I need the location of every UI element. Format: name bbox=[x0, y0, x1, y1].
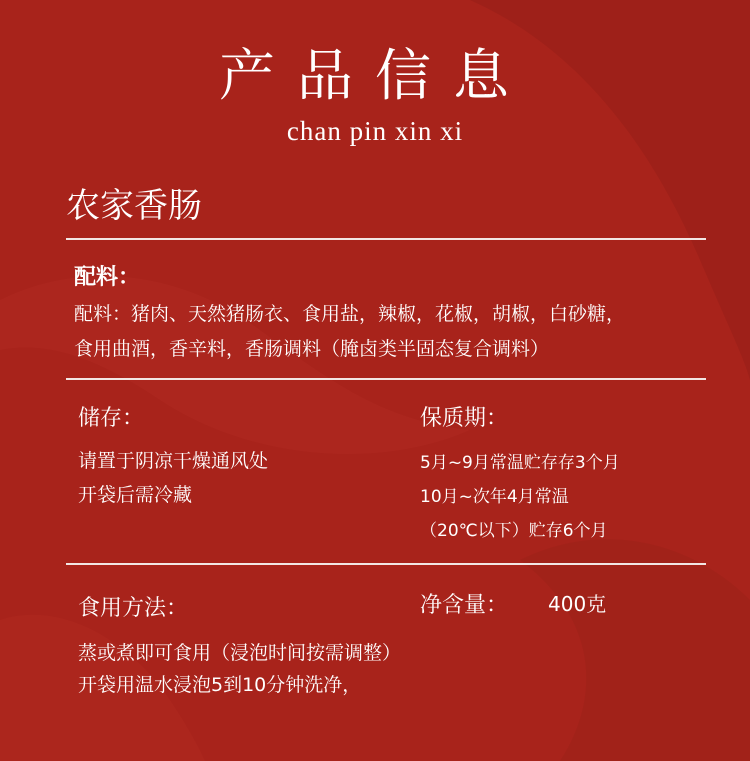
shelf-life-line-2: 10月~次年4月常温 bbox=[420, 487, 569, 507]
usage-line-2: 开袋用温水浸泡5到10分钟洗净， bbox=[78, 674, 362, 696]
ingredients-line-1: 配料：猪肉、天然猪肠衣、食用盐，辣椒，花椒，胡椒，白砂糖， bbox=[74, 303, 626, 325]
shelf-life-line-1: 5月~9月常温贮存存3个月 bbox=[420, 453, 620, 473]
page-title: 产品信息 bbox=[219, 44, 531, 109]
ingredients-label: 配料： bbox=[74, 265, 141, 290]
product-name: 农家香肠 bbox=[66, 186, 202, 226]
storage-label: 储存： bbox=[78, 406, 145, 431]
net-content-value: 400克 bbox=[548, 592, 607, 616]
storage-line-1: 请置于阴凉干燥通风处 bbox=[78, 450, 269, 472]
usage-label: 食用方法： bbox=[78, 596, 189, 621]
shelf-life-label: 保质期： bbox=[420, 406, 509, 431]
divider bbox=[66, 238, 706, 240]
usage-line-1: 蒸或煮即可食用（浸泡时间按需调整） bbox=[78, 642, 402, 664]
net-content-label: 净含量： bbox=[420, 593, 509, 618]
divider bbox=[66, 563, 706, 565]
ingredients-line-2: 食用曲酒，香辛料，香肠调料（腌卤类半固态复合调料） bbox=[74, 338, 550, 360]
page-subtitle-pinyin: chan pin xin xi bbox=[286, 116, 464, 146]
divider bbox=[66, 378, 706, 380]
storage-line-2: 开袋后需冷藏 bbox=[78, 484, 193, 506]
shelf-life-line-3: （20℃以下）贮存6个月 bbox=[420, 521, 608, 541]
